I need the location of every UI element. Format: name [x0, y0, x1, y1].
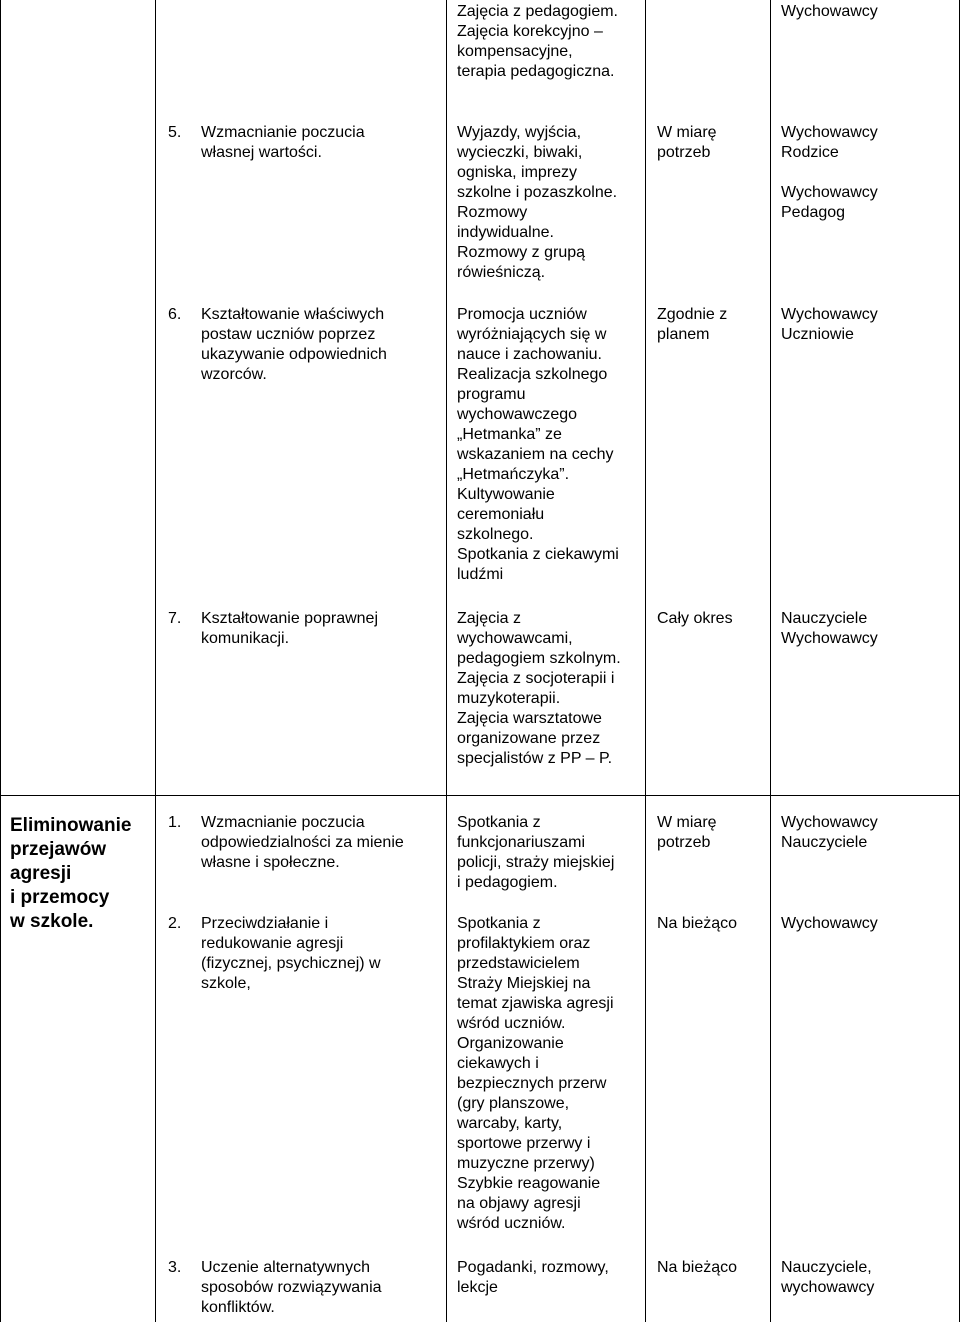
- table-border-left: [0, 0, 1, 1322]
- b-row-1-responsible: Wychowawcy Nauczyciele: [781, 814, 878, 851]
- b-row-2-task: Przeciwdziałanie i redukowanie agresji (fizycznej, psychicznej) w szkole,: [201, 915, 381, 992]
- column-divider-4: [770, 0, 771, 1322]
- row-5-time: W miarę potrzeb: [657, 124, 717, 161]
- b-row-2-time: Na bieżąco: [657, 915, 738, 932]
- row-5-method: Wyjazdy, wyjścia, wycieczki, biwaki, ogniska, imprezy szkolne i pozaszkolne. Rozmowy indywidualne. Rozmowy z grupą rówieśniczą.: [457, 124, 618, 281]
- top-row-method: Zajęcia z pedagogiem. Zajęcia korekcyjno – kompensacyjne, terapia pedagogiczna.: [457, 3, 618, 80]
- b-row-1-method: Spotkania z funkcjonariuszami policji, straży miejskiej i pedagogiem.: [457, 814, 615, 891]
- column-divider-1: [155, 0, 156, 1322]
- b-row-3-time: Na bieżąco: [657, 1259, 738, 1276]
- row-7-responsible: Nauczyciele Wychowawcy: [781, 610, 878, 647]
- b-row-3-responsible: Nauczyciele, wychowawcy: [781, 1259, 875, 1296]
- row-5-responsible: Wychowawcy Rodzice Wychowawcy Pedagog: [781, 124, 878, 221]
- row-6-responsible: Wychowawcy Uczniowie: [781, 306, 878, 343]
- top-row-responsible: Wychowawcy: [781, 3, 878, 20]
- row-7-method: Zajęcia z wychowawcami, pedagogiem szkolnym. Zajęcia z socjoterapii i muzykoterapii. Zajęcia warsztatowe organizowane przez specjalistów z PP – P.: [457, 610, 621, 767]
- row-6-method: Promocja uczniów wyróżniających się w nauce i zachowaniu. Realizacja szkolnego programu wychowawczego „Hetmanka” ze wskazaniem na cechy „Hetmańczyka”. Kultywowanie ceremoniału szkolnego. Spotkania z ciekawymi ludźmi: [457, 306, 619, 583]
- b-row-2-number: 2.: [168, 915, 182, 932]
- row-7-task: Kształtowanie poprawnej komunikacji.: [201, 610, 378, 647]
- b-row-2-method: Spotkania z profilaktykiem oraz przedstawicielem Straży Miejskiej na temat zjawiska agresji wśród uczniów. Organizowanie ciekawych i bezpiecznych przerw (gry planszowe, warcaby, karty, sportowe przerwy i muzyczne przerwy) Szybkie reagowanie na objawy agresji wśród uczniów.: [457, 915, 614, 1232]
- b-row-3-number: 3.: [168, 1259, 182, 1276]
- section-divider: [0, 795, 960, 796]
- row-6-task: Kształtowanie właściwych postaw uczniów poprzez ukazywanie odpowiednich wzorców.: [201, 306, 387, 383]
- row-7-number: 7.: [168, 610, 182, 627]
- b-row-1-time: W miarę potrzeb: [657, 814, 717, 851]
- b-row-1-task: Wzmacnianie poczucia odpowiedzialności za mienie własne i społeczne.: [201, 814, 404, 871]
- b-row-2-responsible: Wychowawcy: [781, 915, 878, 932]
- row-6-number: 6.: [168, 306, 182, 323]
- row-6-time: Zgodnie z planem: [657, 306, 728, 343]
- b-row-1-number: 1.: [168, 814, 182, 831]
- b-row-3-task: Uczenie alternatywnych sposobów rozwiązywania konfliktów.: [201, 1259, 382, 1316]
- row-5-number: 5.: [168, 124, 182, 141]
- column-divider-3: [645, 0, 646, 1322]
- row-7-time: Cały okres: [657, 610, 733, 627]
- row-5-task: Wzmacnianie poczucia własnej wartości.: [201, 124, 365, 161]
- column-divider-2: [446, 0, 447, 1322]
- section-heading: Eliminowanie przejawów agresji i przemocy w szkole.: [10, 815, 132, 932]
- b-row-3-method: Pogadanki, rozmowy, lekcje: [457, 1259, 609, 1296]
